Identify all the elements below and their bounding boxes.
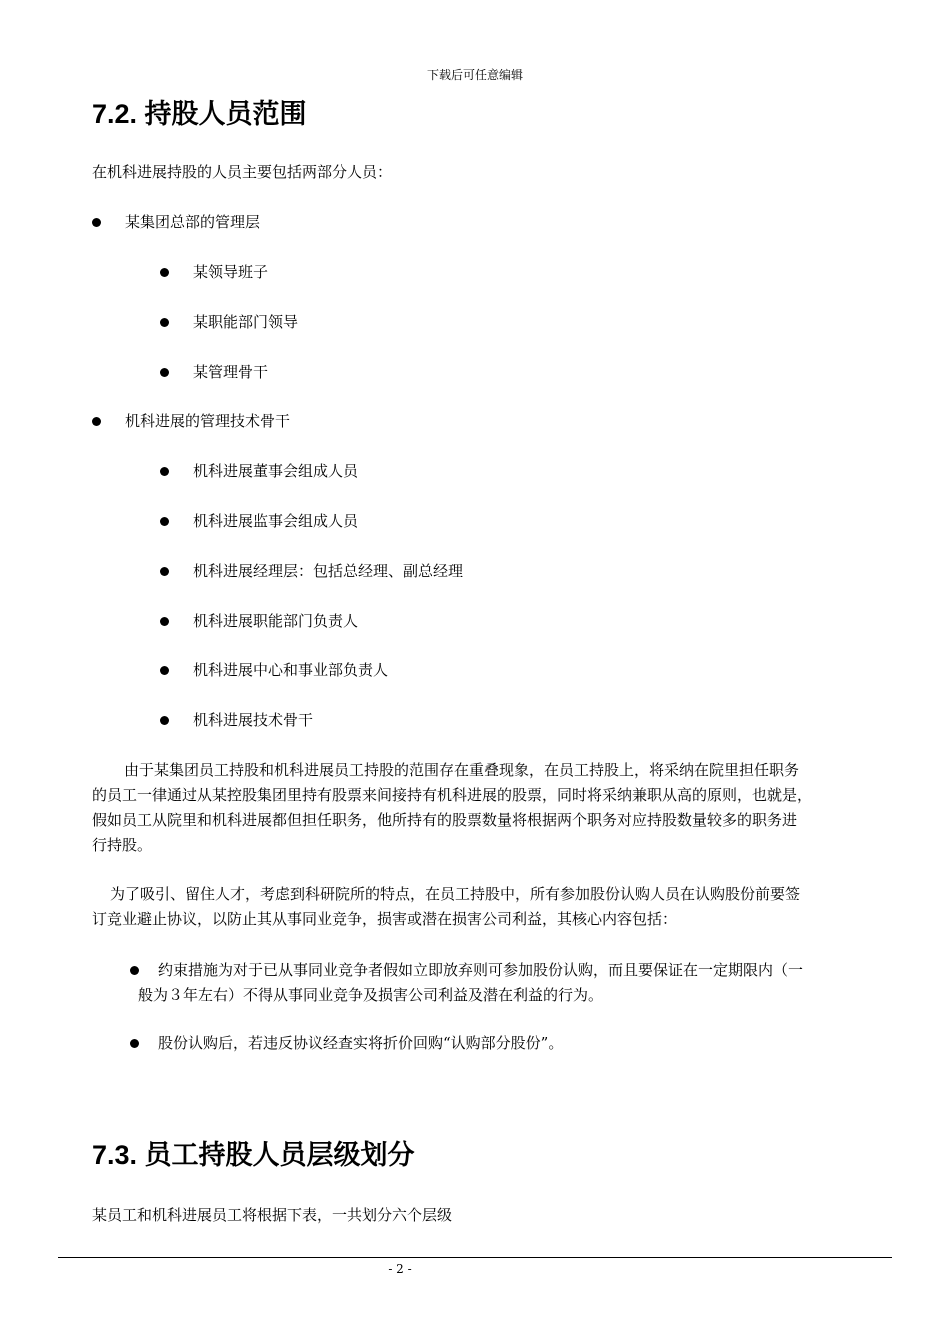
bullet-icon: [160, 617, 169, 626]
paragraph-line: 为了吸引、留住人才，考虑到科研院所的特点，在员工持股中，所有参加股份认购人员在认购股份前要签: [110, 885, 801, 903]
bullet-icon: [92, 218, 101, 227]
section-intro: 在机科进展持股的人员主要包括两部分人员：: [92, 163, 393, 181]
paragraph-line: 由于某集团员工持股和机科进展员工持股的范围存在重叠现象，在员工持股上，将采纳在院里担任职务: [124, 761, 800, 779]
bullet-icon: [160, 318, 169, 327]
bullet-icon: [160, 368, 169, 377]
list-item-label: 机科进展技术骨干: [193, 711, 314, 729]
bullet-icon: [160, 268, 169, 277]
list-item-label: 机科进展监事会组成人员: [193, 512, 359, 530]
bullet-icon: [92, 417, 101, 426]
bullet-icon: [160, 467, 169, 476]
term-line: 约束措施为对于已从事同业竞争者假如立即放弃则可参加股份认购，而且要保证在一定期限内（一: [158, 961, 804, 979]
page-number: - 2 -: [388, 1262, 412, 1276]
list-item-label: 机科进展中心和事业部负责人: [193, 661, 389, 679]
bullet-icon: [160, 666, 169, 675]
bullet-icon: [130, 966, 139, 975]
paragraph-line: 的员工一律通过从某控股集团里持有股票来间接持有机科进展的股票，同时将采纳兼职从高的原则，也就是，: [92, 786, 813, 804]
bullet-icon: [160, 567, 169, 576]
list-item-label: 某管理骨干: [193, 363, 269, 381]
paragraph-line: 行持股。: [92, 836, 153, 854]
list-item-label: 机科进展董事会组成人员: [193, 462, 359, 480]
list-item-term-1: [130, 958, 898, 1008]
footer-divider: [58, 1257, 892, 1258]
list-item-label: 某集团总部的管理层: [125, 213, 261, 231]
section-heading-7-2: 7.2. 持股人员范围: [92, 99, 307, 129]
paragraph-line: 订竞业避止协议，以防止其从事同业竞争，损害或潜在损害公司利益，其核心内容包括：: [92, 910, 678, 928]
bullet-icon: [160, 517, 169, 526]
list-item-label: 机科进展职能部门负责人: [193, 612, 359, 630]
term-line: 股份认购后，若违反协议经查实将折价回购“认购部分股份”。: [158, 1034, 564, 1052]
term-line: 般为３年左右）不得从事同业竞争及损害公司利益及潜在利益的行为。: [138, 986, 604, 1004]
bullet-icon: [130, 1039, 139, 1048]
paragraph-line: 假如员工从院里和机科进展都但担任职务，他所持有的股票数量将根据两个职务对应持股数量较多的职务进: [92, 811, 798, 829]
page-header-note: 下载后可任意编辑: [426, 68, 523, 82]
list-item-label: 机科进展经理层：包括总经理、副总经理: [193, 562, 464, 580]
body-paragraph-noncompete: [92, 882, 900, 932]
bullet-icon: [160, 716, 169, 725]
list-item-label: 机科进展的管理技术骨干: [125, 412, 291, 430]
body-paragraph-overlap: [92, 758, 900, 858]
list-item-label: 某职能部门领导: [193, 313, 299, 331]
section-heading-7-3: 7.3. 员工持股人员层级划分: [92, 1140, 415, 1170]
section-intro: 某员工和机科进展员工将根据下表，一共划分六个层级: [92, 1206, 453, 1224]
list-item-term-2: [130, 1031, 898, 1056]
list-item-label: 某领导班子: [193, 263, 269, 281]
